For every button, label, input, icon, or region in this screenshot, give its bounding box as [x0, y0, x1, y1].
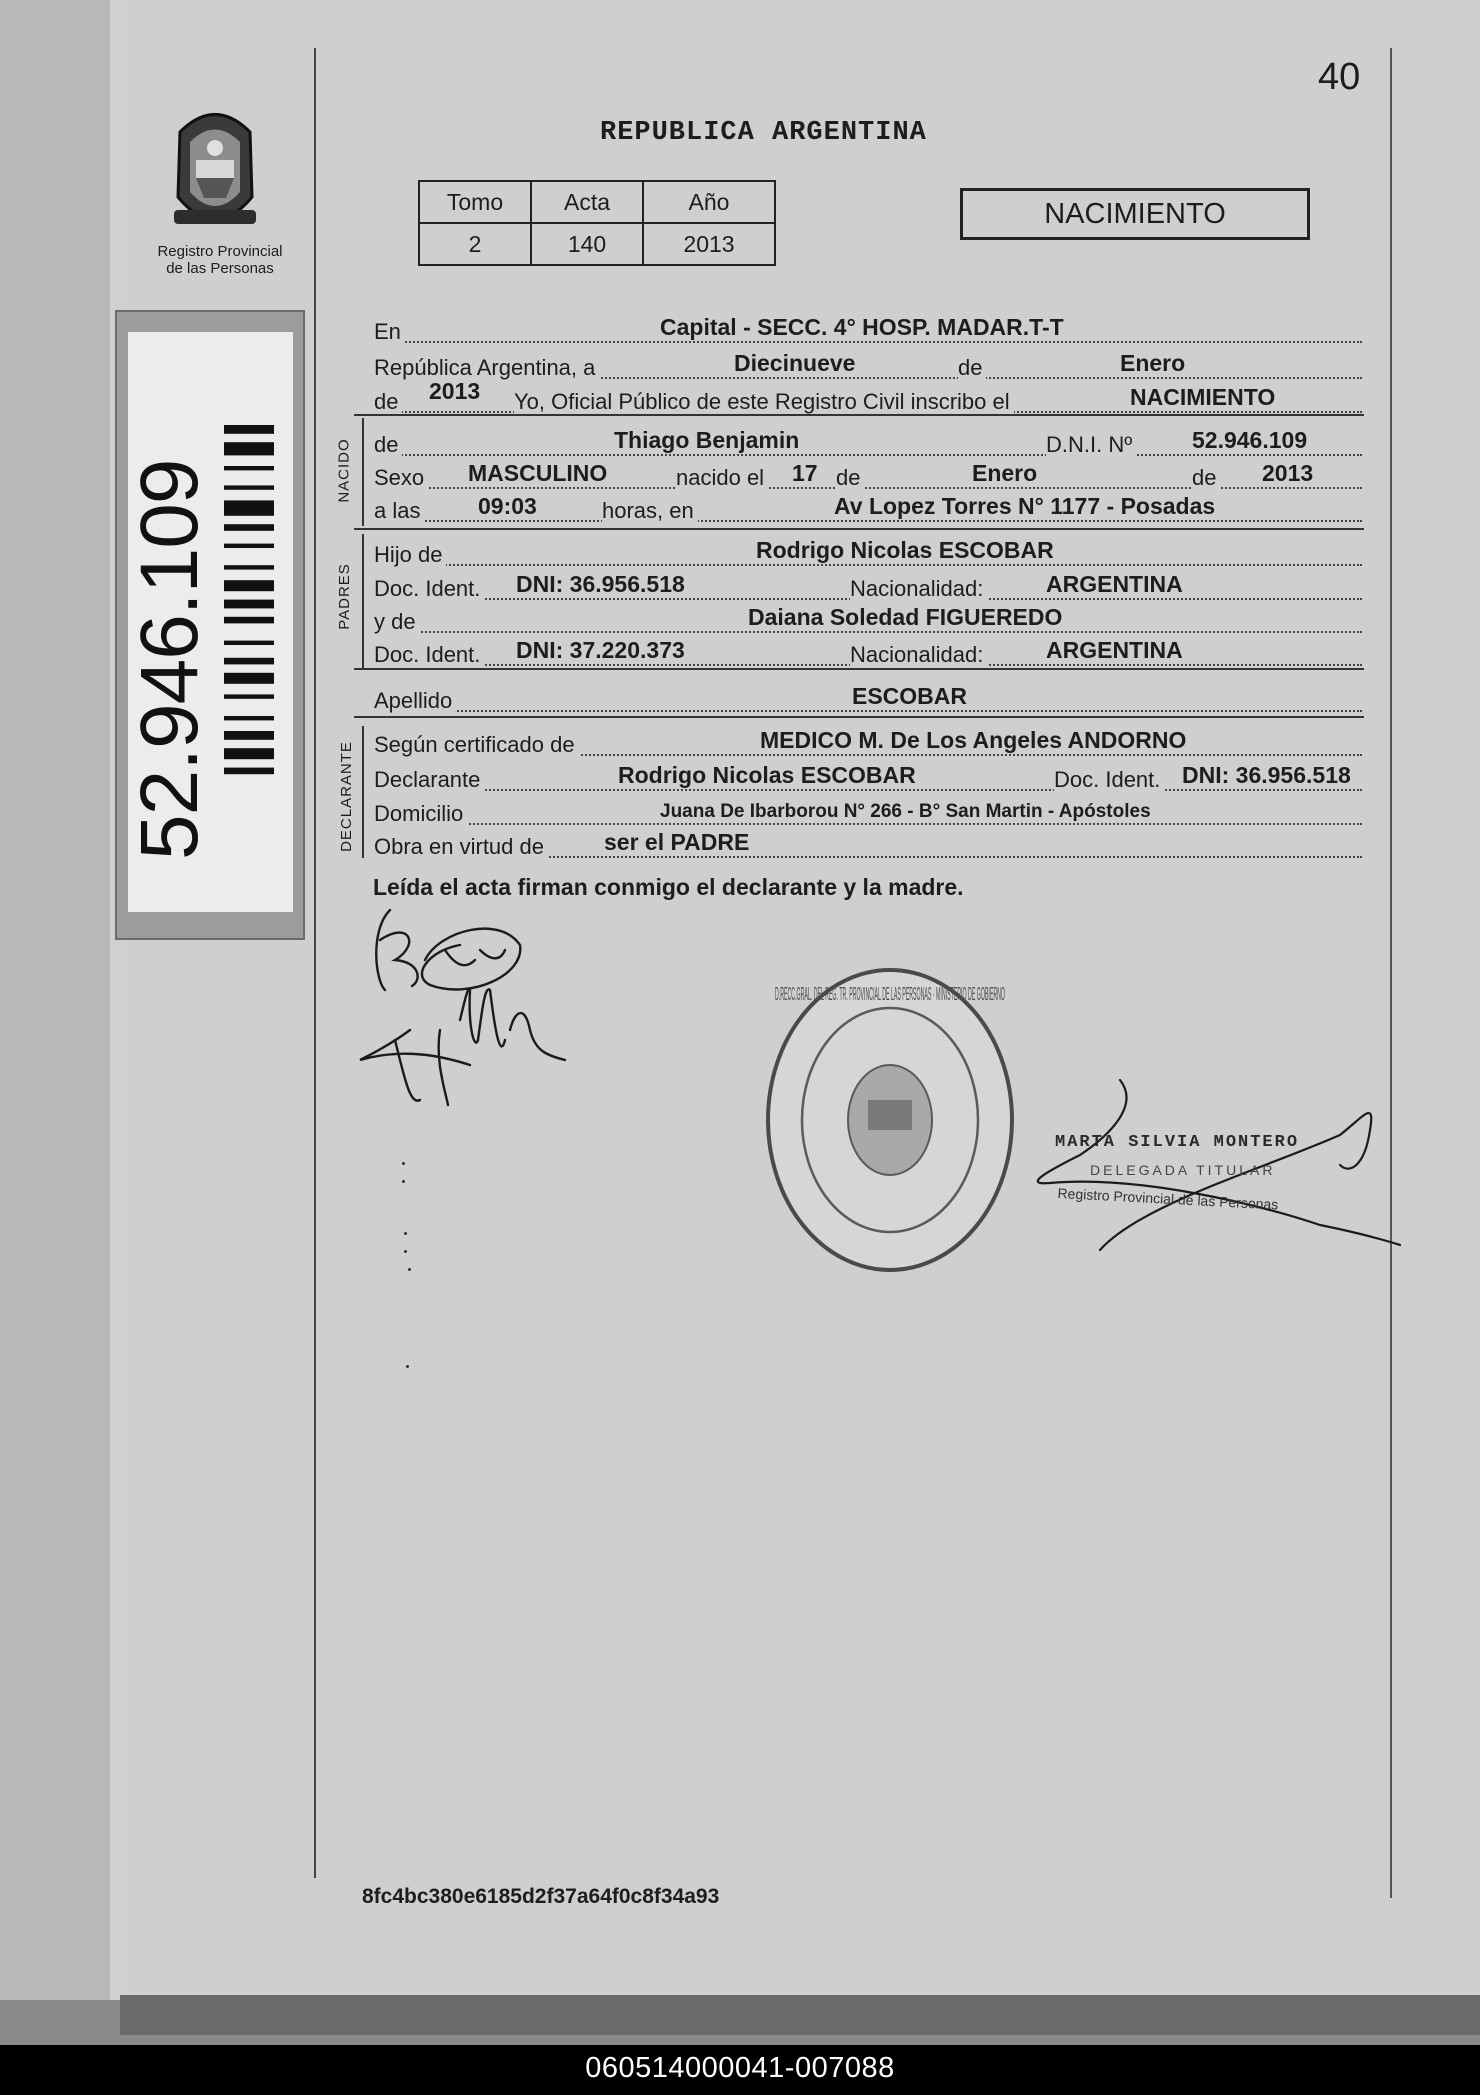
- scan-dot: [404, 1250, 407, 1253]
- record-header-ano: Año: [643, 181, 775, 223]
- sex-row: [374, 461, 1362, 491]
- record-table: [418, 180, 776, 266]
- barcode-icon: [224, 425, 274, 825]
- place-label: En: [374, 319, 405, 345]
- born-day: 17: [792, 460, 818, 486]
- mother-doc-row: [374, 638, 1362, 668]
- certificate-label: Según certificado de: [374, 732, 579, 758]
- domicile-value: Juana De Ibarborou N° 266 - B° San Martin - Apóstoles: [660, 801, 1151, 822]
- child-of-label: de: [374, 432, 402, 458]
- section-divider: [354, 668, 1364, 670]
- father-row: [374, 538, 1362, 568]
- born-label: nacido el: [676, 465, 768, 491]
- record-type-box: NACIMIENTO: [960, 188, 1310, 240]
- record-table-value-row: [419, 223, 775, 265]
- seal-text: D.RECC.GRAL. DEL REG. TR. PROVINCIAL DE LAS PERSONAS · MINISTERIO DE GOBIERNO: [775, 984, 1005, 1004]
- child-row: [374, 428, 1362, 458]
- official-statement: Yo, Oficial Público de este Registro Civil inscribo el: [514, 389, 1014, 415]
- certificate-value: MEDICO M. De Los Angeles ANDORNO: [760, 727, 1187, 753]
- document-title: REPUBLICA ARGENTINA: [600, 118, 927, 148]
- sex-label: Sexo: [374, 465, 428, 491]
- mother-row: [374, 605, 1362, 635]
- born-month: Enero: [972, 460, 1038, 486]
- born-of-label: de: [836, 465, 864, 491]
- section-label-declarant: DECLARANTE: [337, 741, 355, 852]
- born-of-label-2: de: [1192, 465, 1220, 491]
- year-row: [374, 378, 1362, 415]
- delegate-name: MARTA SILVIA MONTERO: [1055, 1133, 1300, 1152]
- father-nationality: ARGENTINA: [1046, 571, 1183, 597]
- scan-dot: [402, 1162, 405, 1165]
- surname-row: [374, 684, 1362, 714]
- father-doc-label: Doc. Ident.: [374, 576, 484, 602]
- record-header-tomo: Tomo: [419, 181, 531, 223]
- record-header-acta: Acta: [531, 181, 643, 223]
- mother-doc-label: Doc. Ident.: [374, 642, 484, 668]
- footer-code: 060514000041-007088: [585, 2052, 895, 2084]
- child-dni: 52.946.109: [1192, 427, 1308, 453]
- provincial-crest-icon: [160, 102, 270, 242]
- scan-dot: [406, 1365, 409, 1368]
- father-doc-row: [374, 572, 1362, 602]
- surname-value: ESCOBAR: [852, 683, 968, 709]
- page-number: 40: [1318, 56, 1361, 98]
- surname-label: Apellido: [374, 688, 456, 714]
- father-label: Hijo de: [374, 542, 446, 568]
- place-value: Capital - SECC. 4° HOSP. MADAR.T-T: [660, 314, 1064, 340]
- scan-dot: [402, 1180, 405, 1183]
- section-label-born: NACIDO: [335, 438, 353, 503]
- official-seal-icon: [760, 960, 1020, 1285]
- father-nationality-label: Nacionalidad:: [850, 576, 987, 602]
- time-label: a las: [374, 498, 424, 524]
- section-divider: [354, 528, 1364, 530]
- section-label-parents: PADRES: [335, 563, 353, 630]
- place-row: [374, 315, 1362, 345]
- scan-dot: [404, 1232, 407, 1235]
- closing-statement: Leída el acta firman conmigo el declarante y la madre.: [373, 874, 964, 900]
- year-value: 2013: [429, 378, 481, 404]
- sex-value: MASCULINO: [468, 460, 608, 486]
- date-label: República Argentina, a: [374, 355, 599, 381]
- declarant-doc: DNI: 36.956.518: [1182, 762, 1351, 788]
- date-month: Enero: [1120, 350, 1186, 376]
- delegate-office: Registro Provincial de las Personas: [1057, 1185, 1279, 1213]
- mother-doc: DNI: 37.220.373: [516, 637, 685, 663]
- document-hash: 8fc4bc380e6185d2f37a64f0c8f34a93: [362, 1885, 720, 1908]
- mother-nationality: ARGENTINA: [1046, 637, 1183, 663]
- section-divider: [354, 414, 1364, 416]
- section-bar-born: [362, 418, 364, 526]
- section-bar-parents: [362, 534, 364, 668]
- time-where-label: horas, en: [602, 498, 698, 524]
- left-margin-rule: [314, 48, 316, 1878]
- child-dni-label: D.N.I. Nº: [1046, 432, 1136, 458]
- father-doc: DNI: 36.956.518: [516, 571, 685, 597]
- scan-dot: [408, 1268, 411, 1271]
- section-bar-declarant: [362, 726, 364, 858]
- registry-label-line2: de las Personas: [166, 260, 274, 277]
- declarant-doc-label: Doc. Ident.: [1054, 767, 1164, 793]
- declarant-name: Rodrigo Nicolas ESCOBAR: [618, 762, 916, 788]
- capacity-label: Obra en virtud de: [374, 834, 548, 860]
- record-table-header-row: [419, 181, 775, 223]
- mother-nationality-label: Nacionalidad:: [850, 642, 987, 668]
- child-name: Thiago Benjamin: [614, 427, 800, 453]
- domicile-label: Domicilio: [374, 801, 467, 827]
- declarant-label: Declarante: [374, 767, 484, 793]
- right-margin-rule: [1390, 48, 1392, 1898]
- registry-label-line1: Registro Provincial: [157, 243, 283, 260]
- scan-left-strip: [0, 0, 120, 2000]
- year-of-label: de: [374, 389, 402, 415]
- capacity-value: ser el PADRE: [604, 829, 750, 855]
- domicile-row: [374, 797, 1362, 827]
- date-of-label: de: [958, 355, 986, 381]
- registration-type: NACIMIENTO: [1130, 384, 1276, 410]
- delegate-role: DELEGADA TITULAR: [1090, 1162, 1276, 1178]
- record-value-tomo: 2: [419, 223, 531, 265]
- time-value: 09:03: [478, 493, 537, 519]
- handwritten-signature-icon: [350, 890, 580, 1115]
- binding-spine: [110, 0, 126, 2000]
- time-row: [374, 494, 1362, 524]
- mother-name: Daiana Soledad FIGUEREDO: [748, 604, 1063, 630]
- record-value-acta: 140: [531, 223, 643, 265]
- declarant-row: [374, 763, 1362, 793]
- capacity-row: [374, 830, 1362, 860]
- page-bottom-edge: [120, 1995, 1480, 2035]
- section-divider: [354, 716, 1364, 718]
- birth-place: Av Lopez Torres N° 1177 - Posadas: [834, 493, 1216, 519]
- id-stamp-number: 52.946.109: [124, 459, 215, 860]
- certificate-row: [374, 728, 1362, 758]
- date-day: Diecinueve: [734, 350, 856, 376]
- date-row: [374, 351, 1362, 381]
- father-name: Rodrigo Nicolas ESCOBAR: [756, 537, 1054, 563]
- born-year: 2013: [1262, 460, 1314, 486]
- mother-label: y de: [374, 609, 420, 635]
- record-value-ano: 2013: [643, 223, 775, 265]
